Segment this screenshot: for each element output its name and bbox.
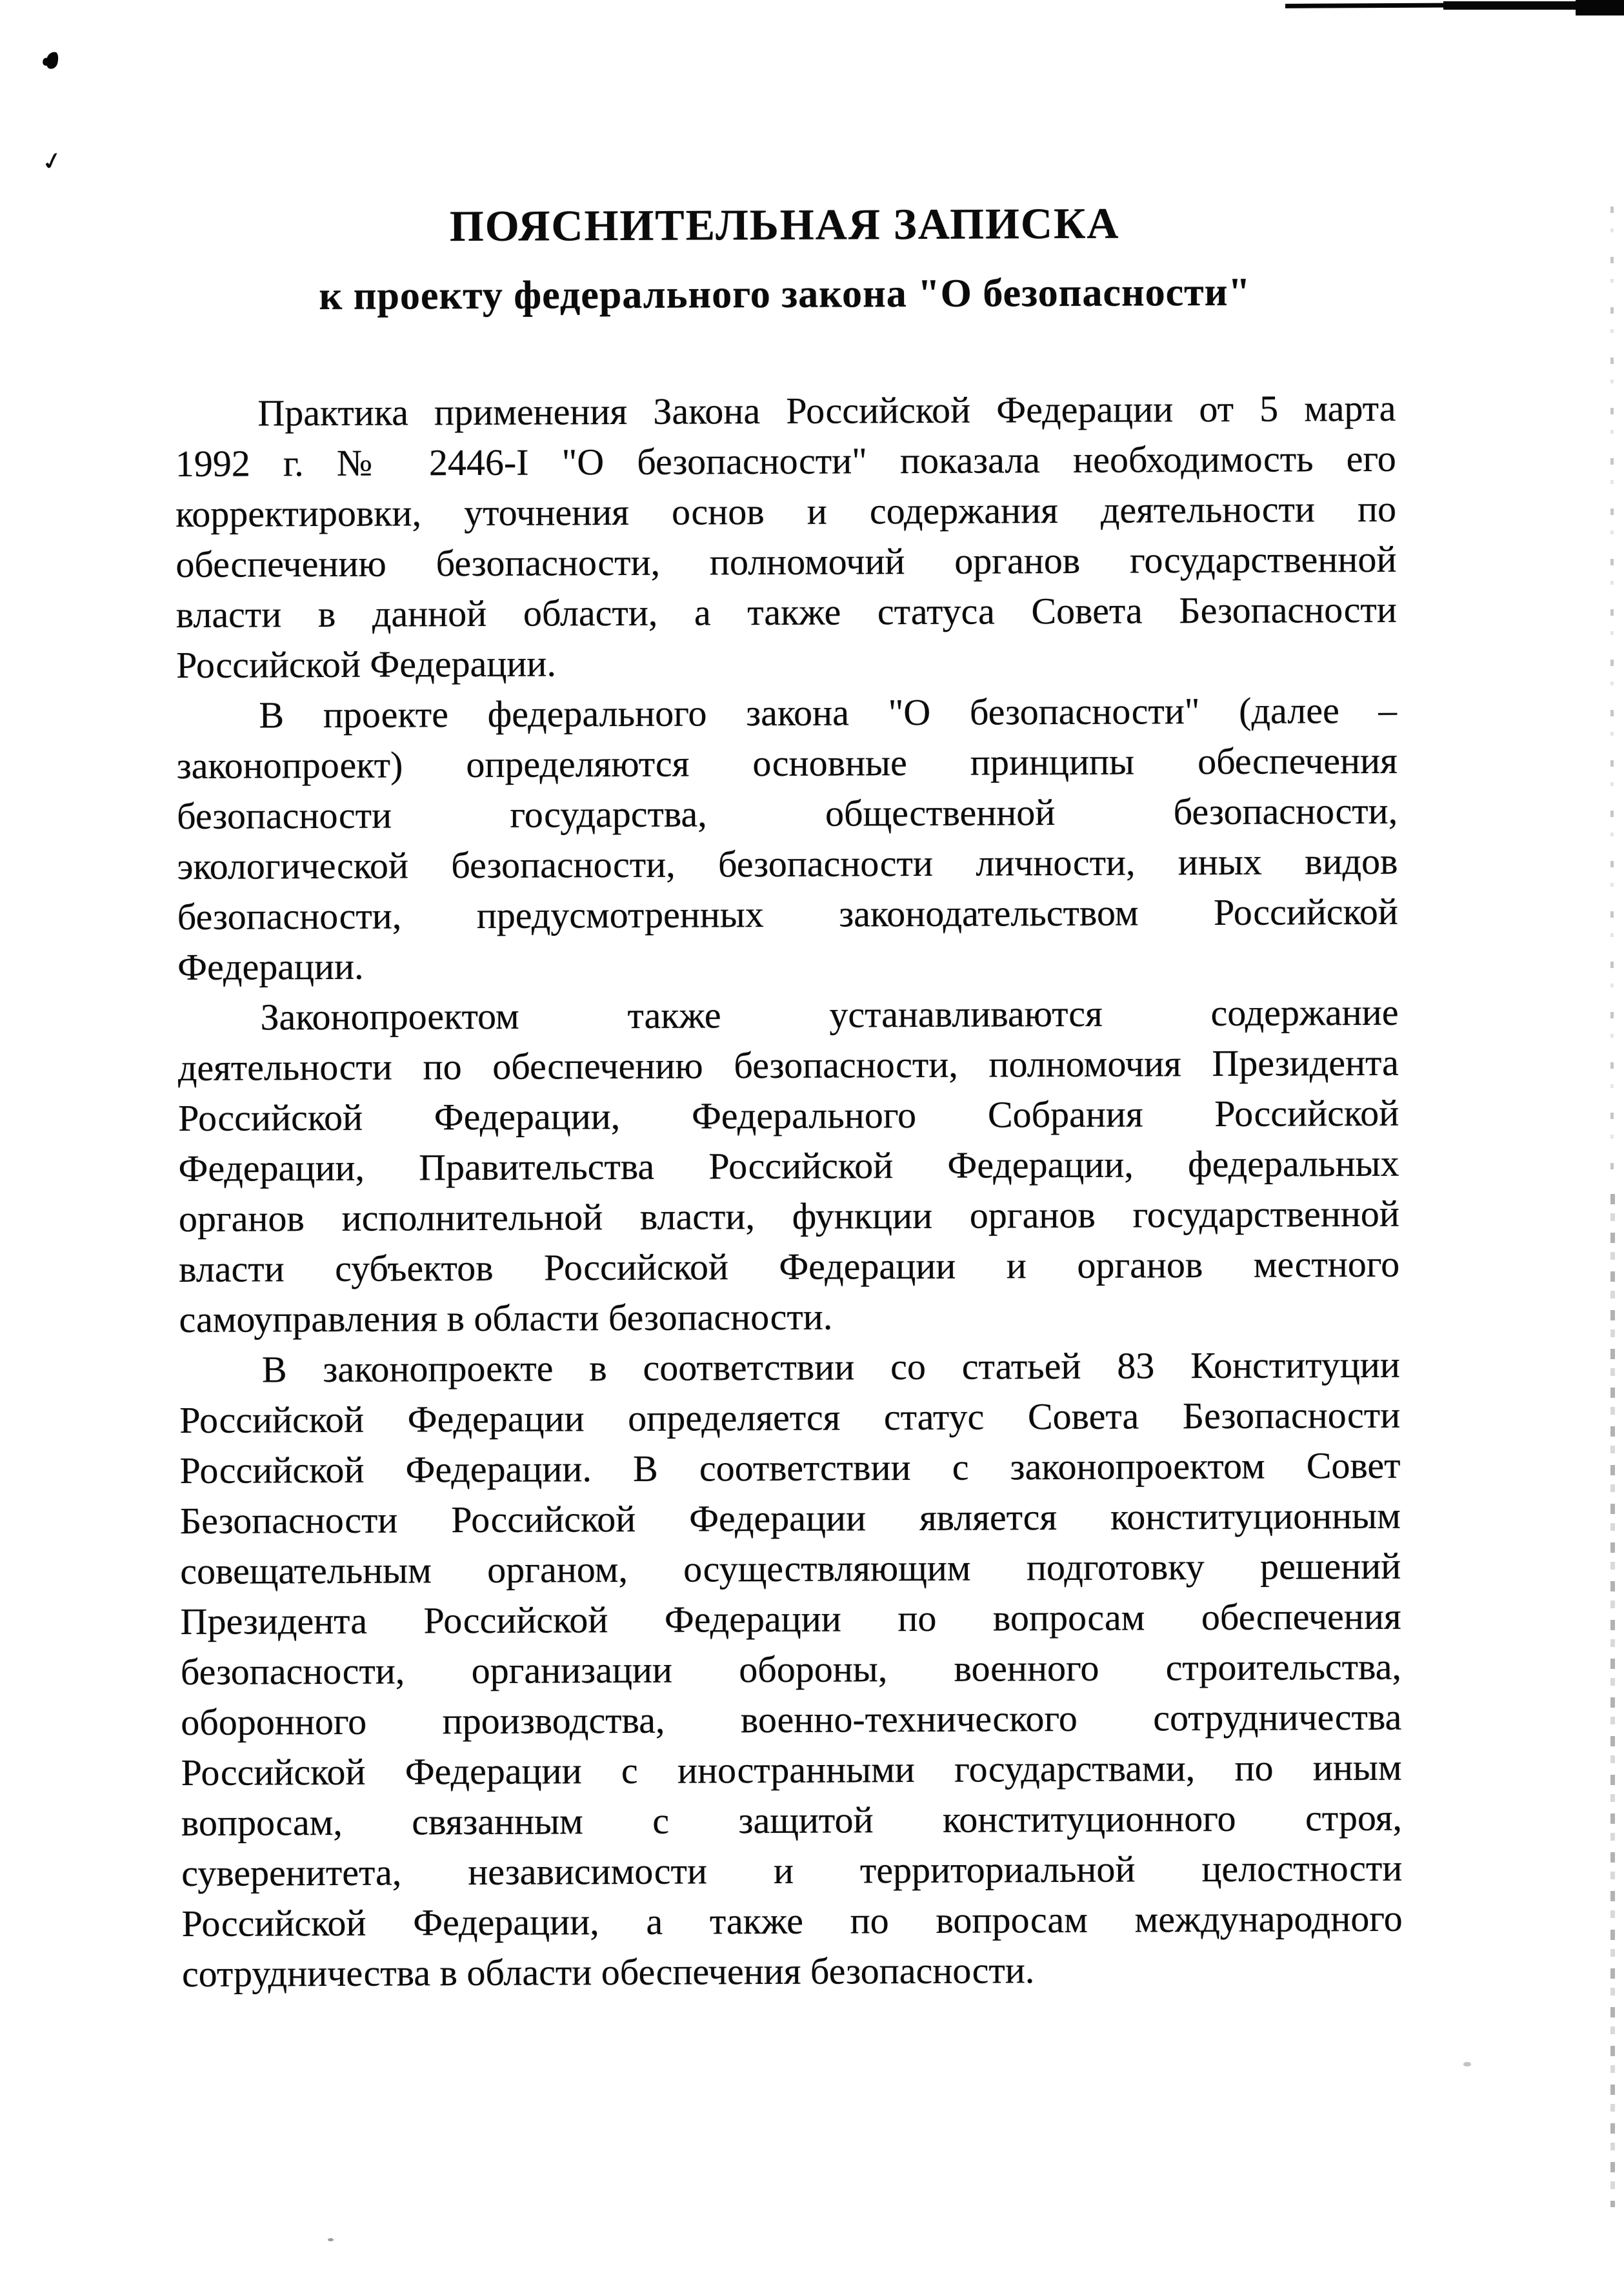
scan-speck-bottom-right — [1463, 2062, 1471, 2066]
scan-artifact-top-bar-tip — [1576, 0, 1624, 15]
tick-mark-icon: ✓ — [39, 146, 66, 177]
paragraph — [175, 383, 1397, 691]
text-line: Российской Федерации. — [175, 642, 557, 686]
text-line: Российской Федерации, Федерального Собрания Российской — [178, 1091, 1399, 1139]
text-line: Российской Федерации с иностранными государствами, по иным — [181, 1746, 1402, 1793]
text-line: безопасности государства, общественной безопасности, — [177, 789, 1398, 837]
text-line: Российской Федерации, а также по вопросам международного — [181, 1897, 1403, 1945]
text-line: безопасности, предусмотренных законодательством Российской — [177, 890, 1398, 938]
text-line: 1992 г. № 2446-I "О безопасности" показала необходимость его — [175, 437, 1396, 485]
text-line: деятельности по обеспечению безопасности, полномочия Президента — [177, 1041, 1399, 1089]
text-line: экологической безопасности, безопасности личности, иных видов — [177, 840, 1398, 887]
ink-blob-mark — [45, 50, 60, 70]
document-content — [174, 196, 1403, 1999]
text-line: Федерации, Правительства Российской Федерации, федеральных — [178, 1142, 1399, 1189]
text-line: корректировки, уточнения основ и содержания деятельности по — [175, 487, 1397, 535]
paragraph — [179, 1340, 1403, 1999]
text-line: законопроект) определяются основные принципы обеспечения — [176, 739, 1398, 787]
text-line: самоуправления в области безопасности. — [179, 1295, 833, 1340]
text-line: органов исполнительной власти, функции органов государственной — [178, 1192, 1400, 1240]
text-line: власти субъектов Российской Федерации и органов местного — [179, 1242, 1400, 1290]
right-edge-scan-noise-lower — [1610, 1194, 1615, 2207]
text-line: обеспечению безопасности, полномочий органов государственной — [175, 538, 1397, 585]
paragraph — [176, 685, 1398, 993]
right-edge-scan-noise-upper — [1610, 207, 1614, 1175]
text-line: Российской Федерации определяется статус Совета Безопасности — [179, 1393, 1401, 1441]
text-line: оборонного производства, военно-технического сотрудничества — [181, 1695, 1402, 1743]
text-line: вопросам, связанным с защитой конституционного строя, — [181, 1796, 1403, 1844]
document-subtitle: к проекту федерального закона "О безопасности" — [319, 270, 1251, 319]
text-line: В проекте федерального закона "О безопасности" (далее – — [259, 689, 1398, 736]
text-line: власти в данной области, а также статуса Совета Безопасности — [175, 588, 1397, 636]
text-line: Федерации. — [177, 945, 364, 988]
scan-artifact-top-bar-mid — [1443, 1, 1585, 10]
text-line: сотрудничества в области обеспечения безопасности. — [181, 1949, 1035, 1995]
text-line: Законопроектом также устанавливаются содержание — [260, 991, 1399, 1038]
scan-speck-bottom-left — [328, 2238, 334, 2241]
text-line: безопасности, организации обороны, военного строительства, — [180, 1645, 1402, 1693]
text-line: совещательным органом, осуществляющим подготовку решений — [180, 1544, 1401, 1592]
document-title: ПОЯСНИТЕЛЬНАЯ ЗАПИСКА — [449, 198, 1120, 251]
text-line: Практика применения Закона Российской Федерации от 5 марта — [257, 387, 1396, 434]
text-line: В законопроекте в соответствии со статьей 83 Конституции — [261, 1343, 1401, 1391]
text-line: Российской Федерации. В соответствии с законопроектом Совет — [179, 1444, 1401, 1491]
text-line: Безопасности Российской Федерации является конституционным — [179, 1494, 1401, 1542]
document-body — [175, 383, 1403, 1999]
paragraph — [177, 987, 1399, 1345]
text-line: Президента Российской Федерации по вопросам обеспечения — [180, 1595, 1401, 1642]
text-line: суверенитета, независимости и территориальной целостности — [181, 1846, 1403, 1894]
